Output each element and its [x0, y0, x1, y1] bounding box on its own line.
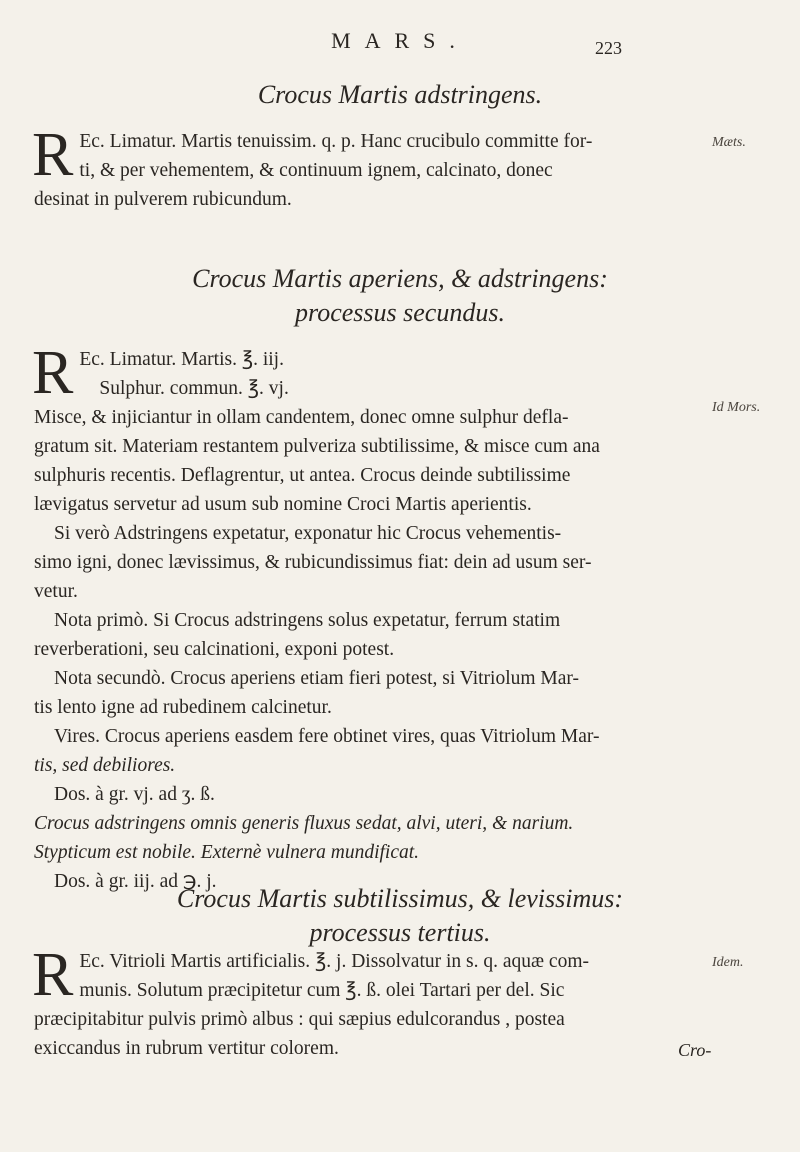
text-line: reverberationi, seu calcinationi, exponi potest. — [34, 639, 395, 660]
text-line: munis. Solutum præcipitetur cum ℥. ß. olei Tartari per del. Sic — [79, 980, 565, 1001]
text-line: Nota primò. Si Crocus adstringens solus expetatur, ferrum statim — [54, 610, 561, 631]
text-line: Ec. Limatur. Martis. ℥. iij. — [79, 349, 284, 370]
text-line: Vires. Crocus aperiens easdem fere obtinet vires, quas Vitriolum Mar- — [54, 726, 600, 747]
text-line: simo igni, donec lævissimus, & rubicundissimus fiat: dein ad usum ser- — [34, 552, 592, 573]
text-line: Misce, & injiciantur in ollam candentem, donec omne sulphur defla- — [34, 407, 569, 428]
text-line: gratum sit. Materiam restantem pulveriza subtilissime, & misce cum ana — [34, 436, 600, 457]
catchword: Cro- — [678, 1040, 712, 1060]
section-title-line: Crocus Martis subtilissimus, & levissimus: — [176, 884, 624, 913]
section-title-line: processus secundus. — [295, 298, 505, 327]
text-line: lævigatus servetur ad usum sub nomine Croci Martis aperientis. — [34, 494, 532, 515]
text-line: Ec. Vitrioli Martis artificialis. ℥. j. Dissolvatur in s. q. aquæ com- — [79, 951, 589, 972]
margin-note-3: Idem. — [712, 955, 744, 970]
section-body-3 — [32, 941, 702, 1063]
running-head: MARS. — [331, 28, 469, 53]
section-title-1 — [0, 78, 800, 112]
text-line: Nota secundò. Crocus aperiens etiam fieri potest, si Vitriolum Mar- — [54, 668, 579, 689]
section-title-2 — [0, 262, 800, 330]
text-line: tis, sed debiliores. — [34, 755, 176, 776]
text-line: desinat in pulverem rubicundum. — [34, 189, 292, 210]
text-line: Dos. à gr. vj. ad ʒ. ß. — [54, 784, 215, 805]
text-line: Sulphur. commun. ℥. vj. — [99, 378, 289, 399]
text-line: Dos. à gr. iij. ad ℈. j. — [54, 871, 217, 892]
text-line: exiccandus in rubrum vertitur colorem. — [34, 1038, 339, 1059]
section-body-2 — [32, 339, 702, 896]
section-title-line: processus tertius. — [309, 918, 491, 947]
text-line: vetur. — [34, 581, 78, 602]
page-number: 223 — [595, 38, 622, 58]
drop-cap: R — [32, 941, 74, 1009]
text-line: Ec. Limatur. Martis tenuissim. q. p. Hanc crucibulo committe for- — [79, 131, 593, 152]
drop-cap: R — [32, 121, 74, 189]
text-line: sulphuris recentis. Deflagrentur, ut antea. Crocus deinde subtilissime — [34, 465, 571, 486]
drop-cap: R — [32, 339, 74, 407]
text-line: tis lento igne ad rubedinem calcinetur. — [34, 697, 332, 718]
text-line: Crocus adstringens omnis generis fluxus sedat, alvi, uteri, & narium. — [34, 813, 574, 834]
section-body-1 — [32, 121, 702, 214]
text-line: Stypticum est nobile. Externè vulnera mundificat. — [34, 842, 420, 863]
section-title-line: Crocus Martis adstringens. — [257, 80, 543, 109]
text-line: Si verò Adstringens expetatur, exponatur hic Crocus vehementis- — [54, 523, 562, 544]
section-title-line: Crocus Martis aperiens, & adstringens: — [192, 264, 608, 293]
text-line: ti, & per vehementem, & continuum ignem, calcinato, donec — [79, 160, 553, 181]
margin-note-2: Id Mors. — [712, 400, 761, 415]
margin-note-1: Mæts. — [712, 135, 746, 150]
section-title-3 — [0, 882, 800, 950]
text-line: præcipitabitur pulvis primò albus : qui sæpius edulcorandus , postea — [34, 1009, 565, 1030]
